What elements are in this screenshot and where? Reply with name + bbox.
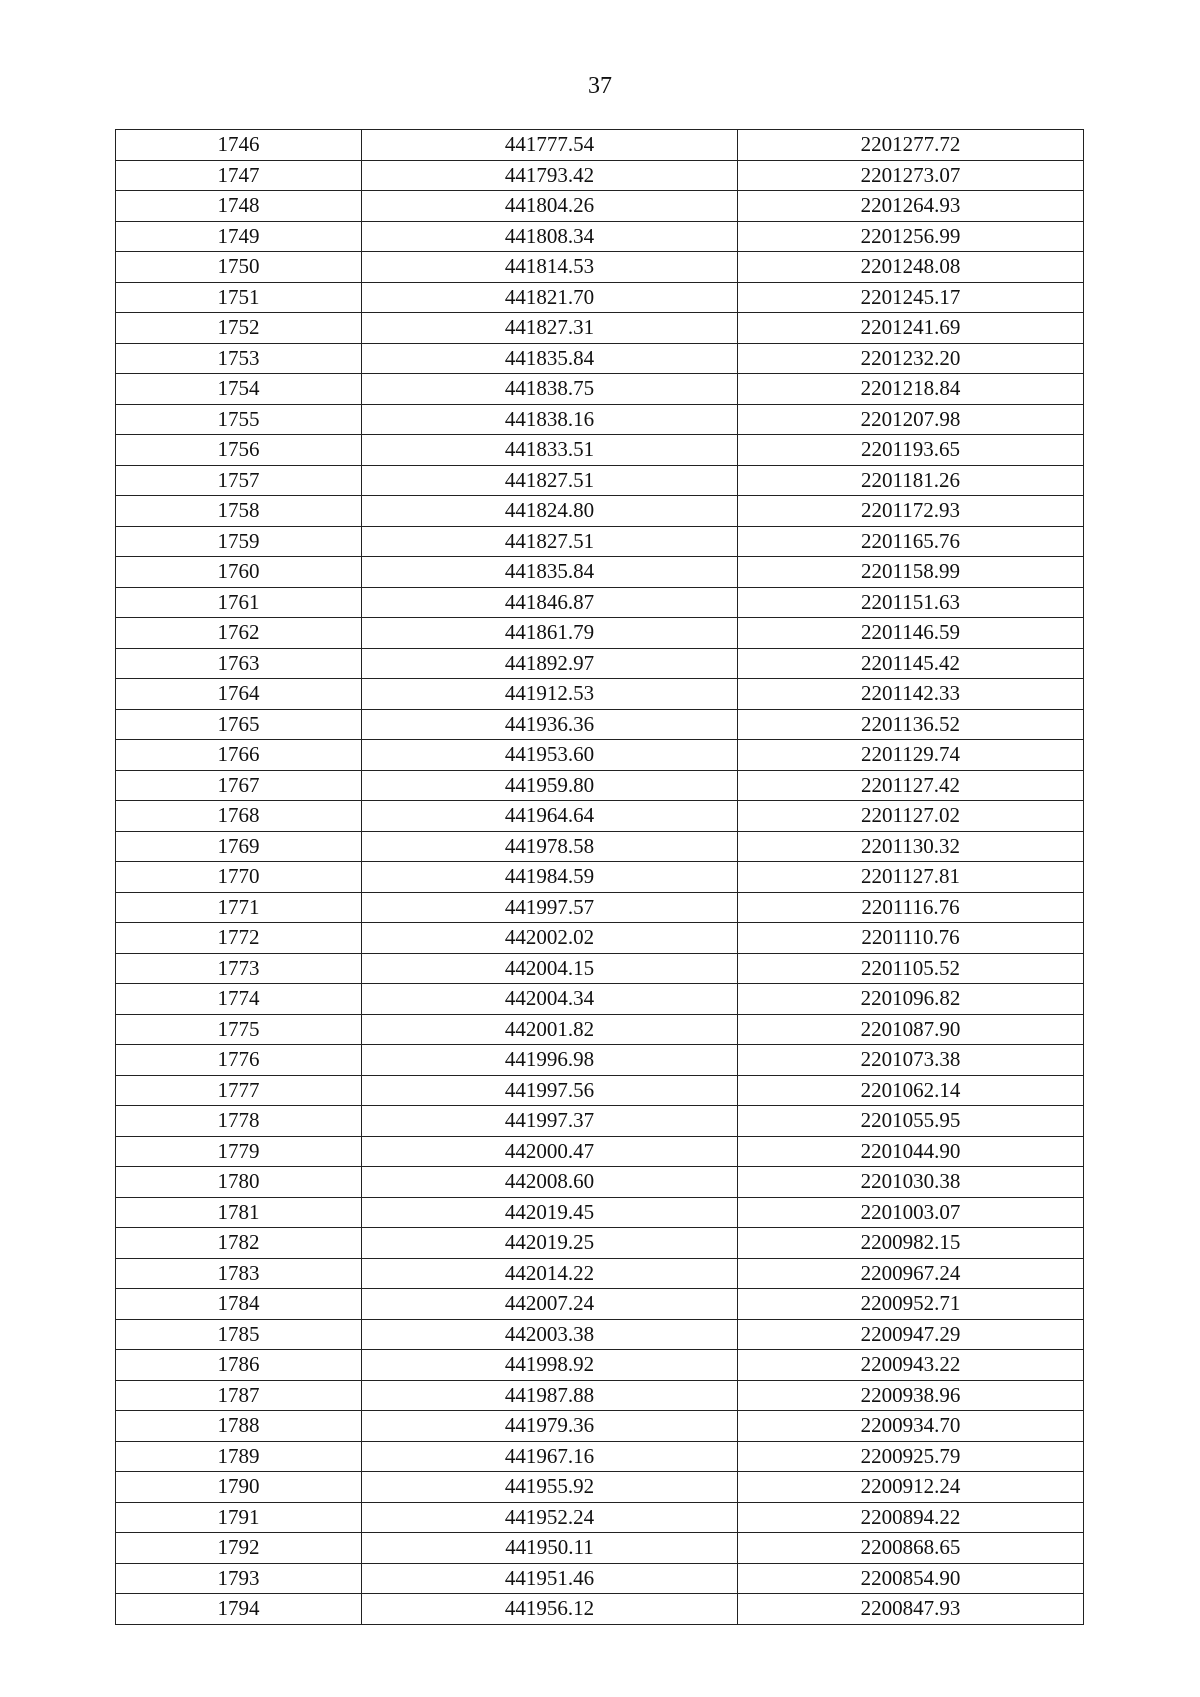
- point-number-cell: 1776: [116, 1045, 362, 1076]
- y-coordinate-cell: 2201273.07: [738, 160, 1084, 191]
- point-number-cell: 1768: [116, 801, 362, 832]
- point-number-cell: 1760: [116, 557, 362, 588]
- table-row: [116, 1594, 1084, 1625]
- table-row: [116, 374, 1084, 405]
- table-row: [116, 1563, 1084, 1594]
- y-coordinate-cell: 2200912.24: [738, 1472, 1084, 1503]
- point-number-cell: 1784: [116, 1289, 362, 1320]
- x-coordinate-cell: 442004.34: [362, 984, 738, 1015]
- x-coordinate-cell: 441953.60: [362, 740, 738, 771]
- point-number-cell: 1782: [116, 1228, 362, 1259]
- x-coordinate-cell: 441838.75: [362, 374, 738, 405]
- page-number: 37: [588, 73, 612, 99]
- table-row: [116, 557, 1084, 588]
- point-number-cell: 1786: [116, 1350, 362, 1381]
- table-row: [116, 221, 1084, 252]
- table-row: [116, 130, 1084, 161]
- x-coordinate-cell: 441978.58: [362, 831, 738, 862]
- y-coordinate-cell: 2201116.76: [738, 892, 1084, 923]
- y-coordinate-cell: 2201087.90: [738, 1014, 1084, 1045]
- x-coordinate-cell: 441835.84: [362, 557, 738, 588]
- table-row: [116, 496, 1084, 527]
- table-row: [116, 1533, 1084, 1564]
- table-row: [116, 282, 1084, 313]
- y-coordinate-cell: 2201218.84: [738, 374, 1084, 405]
- x-coordinate-cell: 441950.11: [362, 1533, 738, 1564]
- x-coordinate-cell: 441998.92: [362, 1350, 738, 1381]
- table-row: [116, 1167, 1084, 1198]
- point-number-cell: 1763: [116, 648, 362, 679]
- y-coordinate-cell: 2201030.38: [738, 1167, 1084, 1198]
- table-row: [116, 313, 1084, 344]
- y-coordinate-cell: 2200868.65: [738, 1533, 1084, 1564]
- point-number-cell: 1775: [116, 1014, 362, 1045]
- y-coordinate-cell: 2201096.82: [738, 984, 1084, 1015]
- y-coordinate-cell: 2201127.42: [738, 770, 1084, 801]
- x-coordinate-cell: 441892.97: [362, 648, 738, 679]
- y-coordinate-cell: 2201129.74: [738, 740, 1084, 771]
- table-row: [116, 404, 1084, 435]
- x-coordinate-cell: 442003.38: [362, 1319, 738, 1350]
- x-coordinate-cell: 441967.16: [362, 1441, 738, 1472]
- y-coordinate-cell: 2200943.22: [738, 1350, 1084, 1381]
- table-row: [116, 465, 1084, 496]
- y-coordinate-cell: 2200894.22: [738, 1502, 1084, 1533]
- table-row: [116, 1289, 1084, 1320]
- point-number-cell: 1746: [116, 130, 362, 161]
- x-coordinate-cell: 442000.47: [362, 1136, 738, 1167]
- x-coordinate-cell: 441804.26: [362, 191, 738, 222]
- coordinates-table-body: [116, 130, 1084, 1625]
- point-number-cell: 1757: [116, 465, 362, 496]
- point-number-cell: 1750: [116, 252, 362, 283]
- point-number-cell: 1752: [116, 313, 362, 344]
- x-coordinate-cell: 441777.54: [362, 130, 738, 161]
- table-row: [116, 648, 1084, 679]
- table-row: [116, 862, 1084, 893]
- point-number-cell: 1779: [116, 1136, 362, 1167]
- point-number-cell: 1756: [116, 435, 362, 466]
- point-number-cell: 1790: [116, 1472, 362, 1503]
- y-coordinate-cell: 2201073.38: [738, 1045, 1084, 1076]
- y-coordinate-cell: 2201181.26: [738, 465, 1084, 496]
- y-coordinate-cell: 2201055.95: [738, 1106, 1084, 1137]
- y-coordinate-cell: 2201136.52: [738, 709, 1084, 740]
- y-coordinate-cell: 2200847.93: [738, 1594, 1084, 1625]
- y-coordinate-cell: 2201232.20: [738, 343, 1084, 374]
- table-row: [116, 435, 1084, 466]
- x-coordinate-cell: 442002.02: [362, 923, 738, 954]
- x-coordinate-cell: 441996.98: [362, 1045, 738, 1076]
- y-coordinate-cell: 2200947.29: [738, 1319, 1084, 1350]
- x-coordinate-cell: 441936.36: [362, 709, 738, 740]
- point-number-cell: 1781: [116, 1197, 362, 1228]
- table-row: [116, 831, 1084, 862]
- table-row: [116, 252, 1084, 283]
- y-coordinate-cell: 2201277.72: [738, 130, 1084, 161]
- x-coordinate-cell: 442004.15: [362, 953, 738, 984]
- y-coordinate-cell: 2201172.93: [738, 496, 1084, 527]
- table-row: [116, 1502, 1084, 1533]
- point-number-cell: 1747: [116, 160, 362, 191]
- table-row: [116, 1045, 1084, 1076]
- table-row: [116, 953, 1084, 984]
- point-number-cell: 1785: [116, 1319, 362, 1350]
- table-row: [116, 191, 1084, 222]
- x-coordinate-cell: 441833.51: [362, 435, 738, 466]
- y-coordinate-cell: 2200967.24: [738, 1258, 1084, 1289]
- y-coordinate-cell: 2201248.08: [738, 252, 1084, 283]
- table-row: [116, 1106, 1084, 1137]
- point-number-cell: 1771: [116, 892, 362, 923]
- table-row: [116, 1350, 1084, 1381]
- point-number-cell: 1764: [116, 679, 362, 710]
- table-row: [116, 1411, 1084, 1442]
- x-coordinate-cell: 442019.25: [362, 1228, 738, 1259]
- point-number-cell: 1762: [116, 618, 362, 649]
- y-coordinate-cell: 2201110.76: [738, 923, 1084, 954]
- table-row: [116, 1472, 1084, 1503]
- table-row: [116, 1380, 1084, 1411]
- table-row: [116, 892, 1084, 923]
- y-coordinate-cell: 2201151.63: [738, 587, 1084, 618]
- point-number-cell: 1791: [116, 1502, 362, 1533]
- point-number-cell: 1774: [116, 984, 362, 1015]
- x-coordinate-cell: 441997.57: [362, 892, 738, 923]
- y-coordinate-cell: 2201146.59: [738, 618, 1084, 649]
- point-number-cell: 1761: [116, 587, 362, 618]
- x-coordinate-cell: 441827.31: [362, 313, 738, 344]
- y-coordinate-cell: 2201003.07: [738, 1197, 1084, 1228]
- x-coordinate-cell: 441956.12: [362, 1594, 738, 1625]
- point-number-cell: 1751: [116, 282, 362, 313]
- y-coordinate-cell: 2201256.99: [738, 221, 1084, 252]
- y-coordinate-cell: 2201127.81: [738, 862, 1084, 893]
- x-coordinate-cell: 441964.64: [362, 801, 738, 832]
- y-coordinate-cell: 2201207.98: [738, 404, 1084, 435]
- point-number-cell: 1787: [116, 1380, 362, 1411]
- point-number-cell: 1755: [116, 404, 362, 435]
- table-row: [116, 1258, 1084, 1289]
- x-coordinate-cell: 441835.84: [362, 343, 738, 374]
- x-coordinate-cell: 441987.88: [362, 1380, 738, 1411]
- x-coordinate-cell: 441984.59: [362, 862, 738, 893]
- point-number-cell: 1788: [116, 1411, 362, 1442]
- table-row: [116, 1441, 1084, 1472]
- x-coordinate-cell: 441827.51: [362, 465, 738, 496]
- table-row: [116, 618, 1084, 649]
- x-coordinate-cell: 441808.34: [362, 221, 738, 252]
- table-row: [116, 1075, 1084, 1106]
- x-coordinate-cell: 441824.80: [362, 496, 738, 527]
- y-coordinate-cell: 2200938.96: [738, 1380, 1084, 1411]
- point-number-cell: 1792: [116, 1533, 362, 1564]
- point-number-cell: 1749: [116, 221, 362, 252]
- x-coordinate-cell: 442014.22: [362, 1258, 738, 1289]
- y-coordinate-cell: 2200982.15: [738, 1228, 1084, 1259]
- y-coordinate-cell: 2200952.71: [738, 1289, 1084, 1320]
- y-coordinate-cell: 2201158.99: [738, 557, 1084, 588]
- table-row: [116, 709, 1084, 740]
- y-coordinate-cell: 2201165.76: [738, 526, 1084, 557]
- y-coordinate-cell: 2200934.70: [738, 1411, 1084, 1442]
- point-number-cell: 1766: [116, 740, 362, 771]
- y-coordinate-cell: 2201130.32: [738, 831, 1084, 862]
- x-coordinate-cell: 442001.82: [362, 1014, 738, 1045]
- point-number-cell: 1773: [116, 953, 362, 984]
- y-coordinate-cell: 2201145.42: [738, 648, 1084, 679]
- x-coordinate-cell: 442019.45: [362, 1197, 738, 1228]
- table-row: [116, 984, 1084, 1015]
- x-coordinate-cell: 441997.56: [362, 1075, 738, 1106]
- y-coordinate-cell: 2201105.52: [738, 953, 1084, 984]
- table-row: [116, 343, 1084, 374]
- point-number-cell: 1753: [116, 343, 362, 374]
- x-coordinate-cell: 441793.42: [362, 160, 738, 191]
- point-number-cell: 1778: [116, 1106, 362, 1137]
- point-number-cell: 1767: [116, 770, 362, 801]
- x-coordinate-cell: 441959.80: [362, 770, 738, 801]
- table-row: [116, 770, 1084, 801]
- x-coordinate-cell: 441997.37: [362, 1106, 738, 1137]
- y-coordinate-cell: 2201044.90: [738, 1136, 1084, 1167]
- x-coordinate-cell: 442007.24: [362, 1289, 738, 1320]
- point-number-cell: 1772: [116, 923, 362, 954]
- x-coordinate-cell: 441861.79: [362, 618, 738, 649]
- point-number-cell: 1794: [116, 1594, 362, 1625]
- y-coordinate-cell: 2200854.90: [738, 1563, 1084, 1594]
- table-row: [116, 1228, 1084, 1259]
- point-number-cell: 1754: [116, 374, 362, 405]
- table-row: [116, 1014, 1084, 1045]
- table-row: [116, 1319, 1084, 1350]
- y-coordinate-cell: 2201062.14: [738, 1075, 1084, 1106]
- point-number-cell: 1759: [116, 526, 362, 557]
- point-number-cell: 1789: [116, 1441, 362, 1472]
- y-coordinate-cell: 2201127.02: [738, 801, 1084, 832]
- point-number-cell: 1780: [116, 1167, 362, 1198]
- table-row: [116, 526, 1084, 557]
- x-coordinate-cell: 441846.87: [362, 587, 738, 618]
- table-row: [116, 923, 1084, 954]
- y-coordinate-cell: 2201264.93: [738, 191, 1084, 222]
- table-row: [116, 1136, 1084, 1167]
- point-number-cell: 1777: [116, 1075, 362, 1106]
- y-coordinate-cell: 2201193.65: [738, 435, 1084, 466]
- x-coordinate-cell: 441838.16: [362, 404, 738, 435]
- x-coordinate-cell: 441821.70: [362, 282, 738, 313]
- table-row: [116, 1197, 1084, 1228]
- table-row: [116, 740, 1084, 771]
- y-coordinate-cell: 2201245.17: [738, 282, 1084, 313]
- x-coordinate-cell: 441827.51: [362, 526, 738, 557]
- point-number-cell: 1769: [116, 831, 362, 862]
- point-number-cell: 1748: [116, 191, 362, 222]
- point-number-cell: 1758: [116, 496, 362, 527]
- coordinates-table: [115, 129, 1084, 1625]
- y-coordinate-cell: 2201241.69: [738, 313, 1084, 344]
- x-coordinate-cell: 441979.36: [362, 1411, 738, 1442]
- x-coordinate-cell: 442008.60: [362, 1167, 738, 1198]
- point-number-cell: 1793: [116, 1563, 362, 1594]
- table-row: [116, 679, 1084, 710]
- x-coordinate-cell: 441814.53: [362, 252, 738, 283]
- table-row: [116, 160, 1084, 191]
- point-number-cell: 1783: [116, 1258, 362, 1289]
- x-coordinate-cell: 441955.92: [362, 1472, 738, 1503]
- point-number-cell: 1770: [116, 862, 362, 893]
- x-coordinate-cell: 441951.46: [362, 1563, 738, 1594]
- table-row: [116, 587, 1084, 618]
- x-coordinate-cell: 441952.24: [362, 1502, 738, 1533]
- table-row: [116, 801, 1084, 832]
- y-coordinate-cell: 2201142.33: [738, 679, 1084, 710]
- point-number-cell: 1765: [116, 709, 362, 740]
- x-coordinate-cell: 441912.53: [362, 679, 738, 710]
- y-coordinate-cell: 2200925.79: [738, 1441, 1084, 1472]
